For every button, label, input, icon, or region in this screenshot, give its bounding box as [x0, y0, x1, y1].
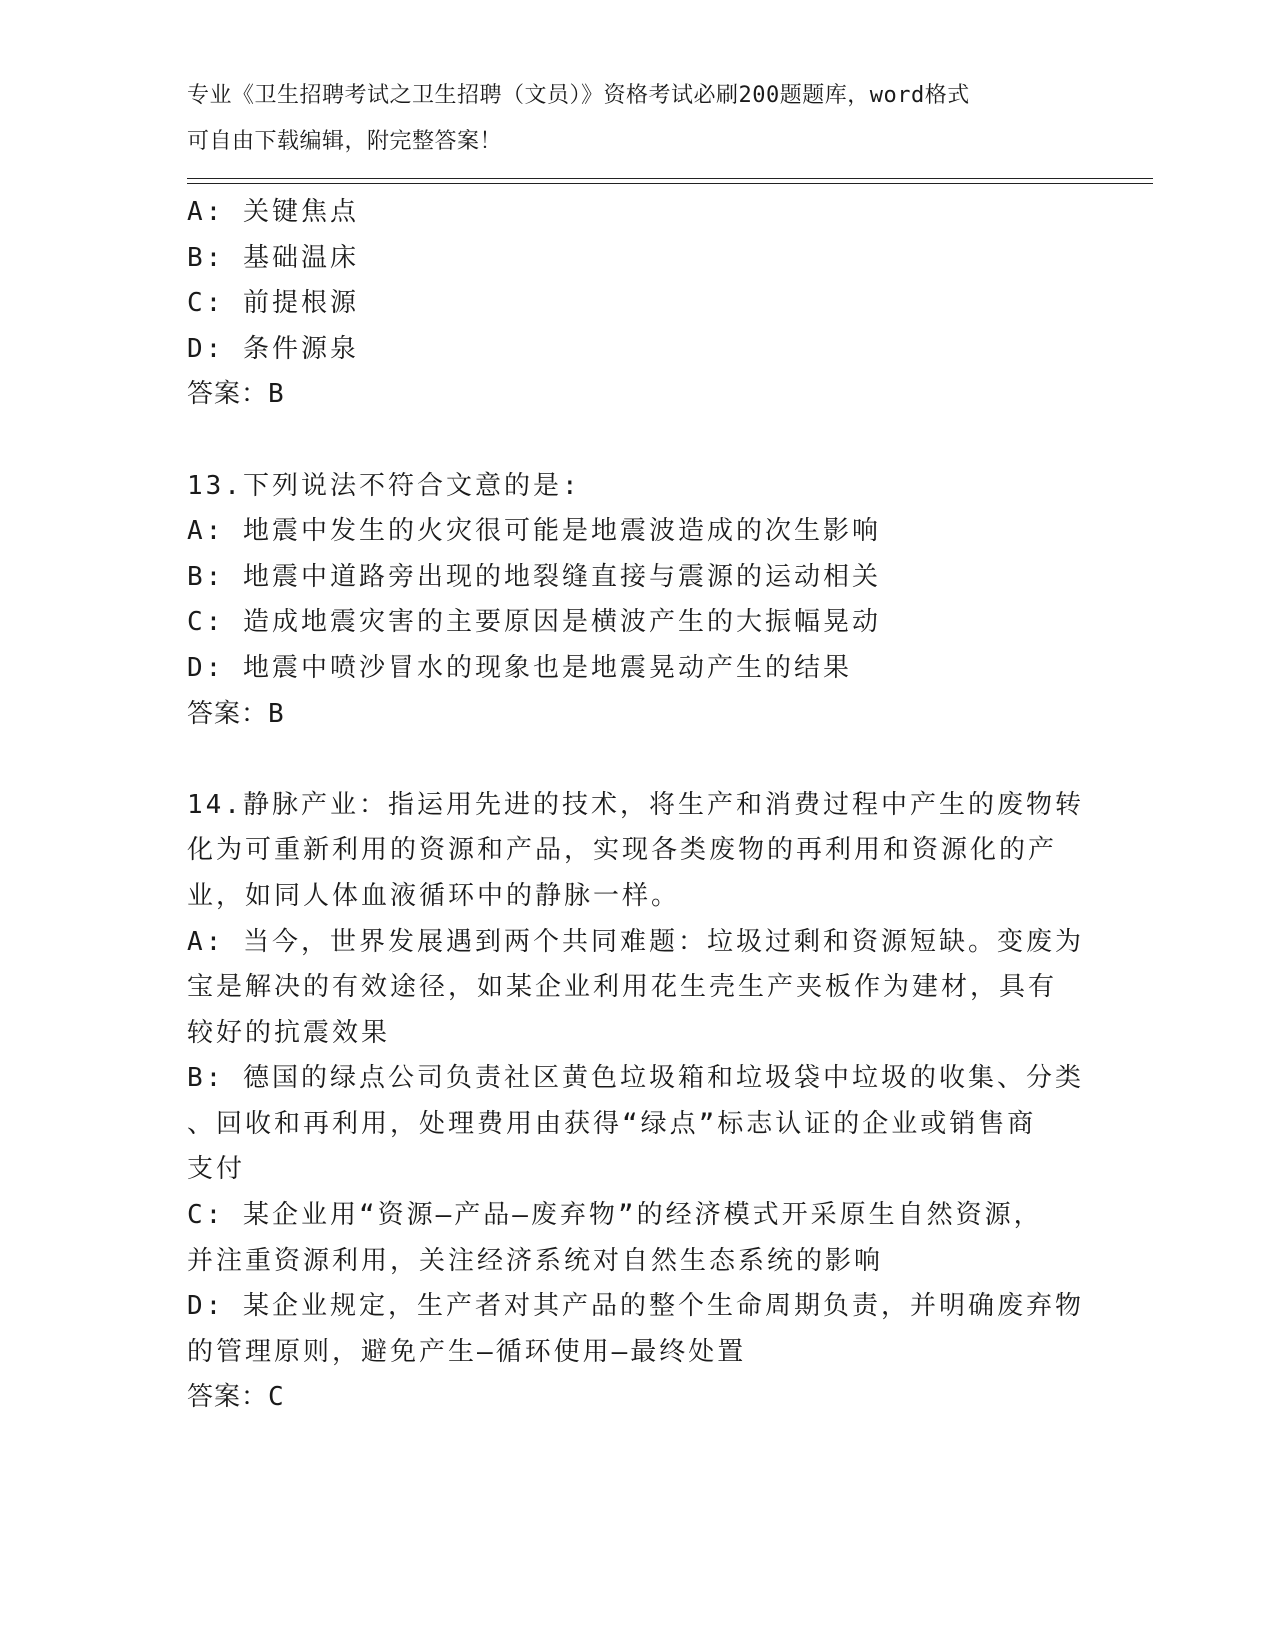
- answer-line: [187, 1375, 1087, 1421]
- option-b: B: 基础温床: [187, 242, 359, 273]
- answer-value: B: [268, 379, 287, 410]
- document-header: [187, 73, 1067, 164]
- option-b-line: 支付: [187, 1154, 246, 1185]
- answer-line: [187, 372, 1087, 418]
- document-body: [187, 190, 1087, 1421]
- question-12: [187, 190, 1087, 418]
- option-a: A: 关键焦点: [187, 197, 359, 227]
- option-a-line: A: 当今，世界发展遇到两个共同难题：垃圾过剩和资源短缺。变废为: [187, 926, 1084, 957]
- header-rule-bottom: [187, 183, 1153, 184]
- option-a: A: 地震中发生的火灾很可能是地震波造成的次生影响: [187, 516, 881, 547]
- option-a-line: 宝是解决的有效途径，如某企业利用花生壳生产夹板作为建材，具有: [187, 972, 1058, 1003]
- question-stem-line: 化为可重新利用的资源和产品，实现各类废物的再利用和资源化的产: [187, 835, 1058, 866]
- answer-label: 答案：: [187, 698, 269, 729]
- option-b: B: 地震中道路旁出现的地裂缝直接与震源的运动相关: [187, 561, 881, 592]
- header-line-1: 专业《卫生招聘考试之卫生招聘（文员）》资格考试必刷200题题库，word格式: [187, 83, 970, 108]
- spacer: [187, 418, 1087, 464]
- question-stem: 13.下列说法不符合文意的是:: [187, 470, 581, 501]
- option-c-line: 并注重资源利用，关注经济系统对自然生态系统的影响: [187, 1245, 884, 1276]
- option-c: C: 造成地震灾害的主要原因是横波产生的大振幅晃动: [187, 607, 881, 638]
- question-13: [187, 464, 1087, 738]
- option-d-line: 的管理原则，避免产生—循环使用—最终处置: [187, 1336, 747, 1367]
- answer-label: 答案：: [187, 1382, 269, 1413]
- option-b-line: B: 德国的绿点公司负责社区黄色垃圾箱和垃圾袋中垃圾的收集、分类: [187, 1063, 1084, 1094]
- spacer: [187, 737, 1087, 783]
- header-rule-top: [187, 178, 1153, 179]
- answer-line: [187, 692, 1087, 738]
- option-c-line: C: 某企业用“资源—产品—废弃物”的经济模式开采原生自然资源，: [187, 1200, 1043, 1231]
- answer-label: 答案：: [187, 379, 269, 410]
- option-b-line: 、回收和再利用，处理费用由获得“绿点”标志认证的企业或销售商: [187, 1108, 1037, 1139]
- question-stem-line: 14.静脉产业：指运用先进的技术，将生产和消费过程中产生的废物转: [187, 789, 1084, 820]
- option-a-line: 较好的抗震效果: [187, 1017, 391, 1048]
- option-d-line: D: 某企业规定，生产者对其产品的整个生命周期负责，并明确废弃物: [187, 1291, 1084, 1322]
- question-stem-line: 业，如同人体血液循环中的静脉一样。: [187, 880, 681, 911]
- question-14: [187, 783, 1087, 1421]
- header-line-2: 可自由下载编辑，附完整答案！: [187, 128, 503, 154]
- answer-value: C: [268, 1382, 287, 1413]
- option-d: D: 条件源泉: [187, 333, 359, 364]
- answer-value: B: [268, 698, 287, 729]
- option-c: C: 前提根源: [187, 288, 359, 319]
- option-d: D: 地震中喷沙冒水的现象也是地震晃动产生的结果: [187, 652, 852, 683]
